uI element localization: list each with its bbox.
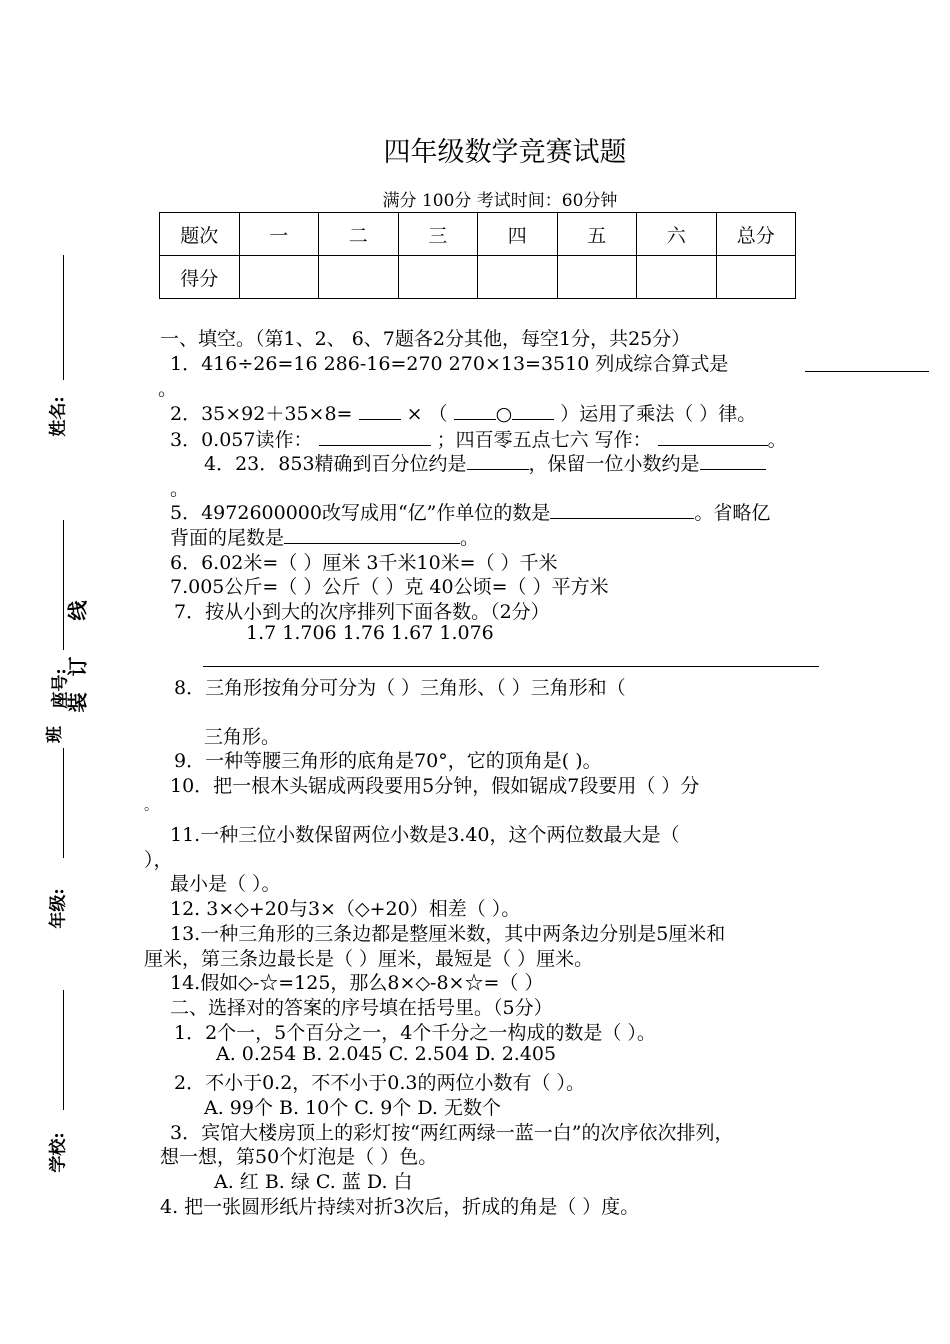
question-text: ）， bbox=[144, 849, 173, 871]
circle-symbol: ○ bbox=[495, 403, 513, 425]
score-cell[interactable] bbox=[478, 256, 558, 299]
question-8-cont: 三角形。 bbox=[204, 726, 281, 748]
table-cell: 五 bbox=[557, 213, 637, 256]
choice-1-options: A. 0.254 B. 2.045 C. 2.504 D. 2.405 bbox=[216, 1043, 557, 1065]
table-row bbox=[160, 256, 796, 299]
question-8: 8．三角形按角分可分为（ ）三角形、（ ）三角形和（ bbox=[174, 677, 626, 699]
choice-4: 4. 把一张圆形纸片持续对折3次后，折成的角是（ ）度。 bbox=[160, 1196, 640, 1218]
question-text: 。 bbox=[170, 478, 190, 500]
question-11-cont: 最小是（ ）。 bbox=[170, 873, 281, 895]
section-heading: 二、选择对的答案的序号填在括号里。（5分） bbox=[170, 997, 553, 1019]
seat-label: 座号: bbox=[50, 668, 71, 709]
question-text: 。 bbox=[767, 429, 787, 451]
answer-blank[interactable] bbox=[203, 666, 819, 667]
question-text: 。省略亿 bbox=[694, 502, 771, 524]
margin-line bbox=[63, 520, 64, 650]
binding-char: 订 bbox=[65, 656, 90, 677]
score-cell[interactable] bbox=[398, 256, 478, 299]
question-text: ；四百零五点七六 写作： bbox=[436, 429, 652, 451]
question-10: 10．把一根木头锯成两段要用5分钟，假如锯成7段要用（ ）分 bbox=[170, 775, 700, 797]
answer-blank[interactable] bbox=[805, 371, 929, 372]
table-cell: 得分 bbox=[160, 256, 240, 299]
choice-3: 3．宾馆大楼房顶上的彩灯按“两红两绿一蓝一白”的次序依次排列， bbox=[170, 1122, 734, 1144]
question-text: 。 bbox=[144, 798, 158, 814]
score-cell[interactable] bbox=[716, 256, 796, 299]
table-cell: 三 bbox=[398, 213, 478, 256]
class-label: 班 bbox=[45, 726, 65, 743]
question-12: 12. 3×◇+20与3×（◇+20）相差（ ）。 bbox=[170, 898, 521, 920]
question-text: 4．23．853精确到百分位约是 bbox=[204, 453, 467, 475]
question-9: 9．一种等腰三角形的底角是70°，它的顶角是( )。 bbox=[174, 750, 602, 772]
answer-blank[interactable] bbox=[467, 450, 529, 470]
choice-1: 1．2个一，5个百分之一，4个千分之一构成的数是（ ）。 bbox=[174, 1022, 656, 1044]
table-header-row bbox=[160, 213, 796, 256]
table-cell: 总分 bbox=[716, 213, 796, 256]
choice-3-options: A. 红 B. 绿 C. 蓝 D. 白 bbox=[214, 1171, 413, 1193]
answer-blank[interactable] bbox=[454, 400, 496, 420]
question-text: ）运用了乘法（ ）律。 bbox=[560, 403, 757, 425]
name-label: 姓名: bbox=[48, 396, 69, 437]
binding-char: 线 bbox=[65, 600, 90, 621]
choice-2-options: A. 99个 B. 10个 C. 9个 D. 无数个 bbox=[204, 1097, 501, 1119]
answer-blank[interactable] bbox=[319, 426, 431, 446]
section-heading: 一、填空。（第1、2、 6、7题各2分其他，每空1分，共25分） bbox=[160, 328, 691, 350]
question-4 bbox=[204, 449, 766, 476]
question-2 bbox=[170, 399, 756, 426]
answer-blank[interactable] bbox=[359, 400, 401, 420]
margin-line bbox=[63, 748, 64, 858]
table-cell: 一 bbox=[239, 213, 319, 256]
question-7: 7．按从小到大的次序排列下面各数。（2分） bbox=[174, 601, 550, 623]
score-cell[interactable] bbox=[239, 256, 319, 299]
table-cell: 六 bbox=[637, 213, 717, 256]
margin-line bbox=[63, 990, 64, 1110]
page-title: 四年级数学竞赛试题 bbox=[383, 137, 627, 168]
question-1 bbox=[170, 349, 728, 376]
score-table bbox=[159, 212, 796, 299]
question-14: 14.假如◇-☆=125，那么8×◇-8×☆=（ ） bbox=[170, 972, 544, 994]
table-cell: 二 bbox=[319, 213, 399, 256]
binding-char: 装 bbox=[65, 692, 90, 713]
question-11: 11.一种三位小数保留两位小数是3.40，这个两位数最大是（ bbox=[170, 824, 680, 846]
answer-blank[interactable] bbox=[284, 524, 460, 544]
answer-blank[interactable] bbox=[700, 450, 766, 470]
question-text: ，保留一位小数约是 bbox=[528, 453, 700, 475]
question-5 bbox=[170, 498, 770, 525]
question-7-numbers: 1.7 1.706 1.76 1.67 1.076 bbox=[246, 622, 494, 644]
question-text: 1．416÷26=16 286-16=270 270×13=3510 列成综合算式是 bbox=[170, 353, 729, 375]
question-6: 6．6.02米=（ ）厘米 3千米10米=（ ）千米 bbox=[170, 552, 558, 574]
answer-blank[interactable] bbox=[512, 400, 554, 420]
answer-blank[interactable] bbox=[658, 426, 768, 446]
question-13: 13.一种三角形的三条边都是整厘米数，其中两条边分别是5厘米和 bbox=[170, 923, 726, 945]
school-label: 学校: bbox=[48, 1132, 69, 1173]
score-cell[interactable] bbox=[319, 256, 399, 299]
question-text: 。 bbox=[158, 378, 178, 400]
margin-line bbox=[63, 255, 64, 380]
answer-blank[interactable] bbox=[550, 499, 694, 519]
question-text: 背面的尾数是 bbox=[170, 527, 285, 549]
choice-2: 2．不小于0.2，不不小于0.3的两位小数有（ ）。 bbox=[174, 1072, 586, 1094]
question-text: 3．0.057读作： bbox=[170, 429, 313, 451]
score-cell[interactable] bbox=[637, 256, 717, 299]
table-cell: 题次 bbox=[160, 213, 240, 256]
question-text: 。 bbox=[460, 527, 480, 549]
grade-label: 年级: bbox=[48, 888, 69, 929]
table-cell: 四 bbox=[478, 213, 558, 256]
question-text: × （ bbox=[406, 403, 448, 425]
score-cell[interactable] bbox=[557, 256, 637, 299]
question-5-cont bbox=[170, 523, 479, 550]
choice-3-cont: 想一想，第50个灯泡是（ ）色。 bbox=[160, 1146, 438, 1168]
exam-subtitle: 满分 100分 考试时间：60分钟 bbox=[382, 191, 618, 211]
question-3 bbox=[170, 425, 787, 452]
question-text: 5．4972600000改写成用“亿”作单位的数是 bbox=[170, 502, 551, 524]
question-6-cont: 7.005公斤=（ ）公斤（ ）克 40公顷=（ ）平方米 bbox=[170, 576, 609, 598]
question-13-cont: 厘米，第三条边最长是（ ）厘米，最短是（ ）厘米。 bbox=[144, 948, 594, 970]
question-text: 2．35×92＋35×8= bbox=[170, 403, 353, 425]
